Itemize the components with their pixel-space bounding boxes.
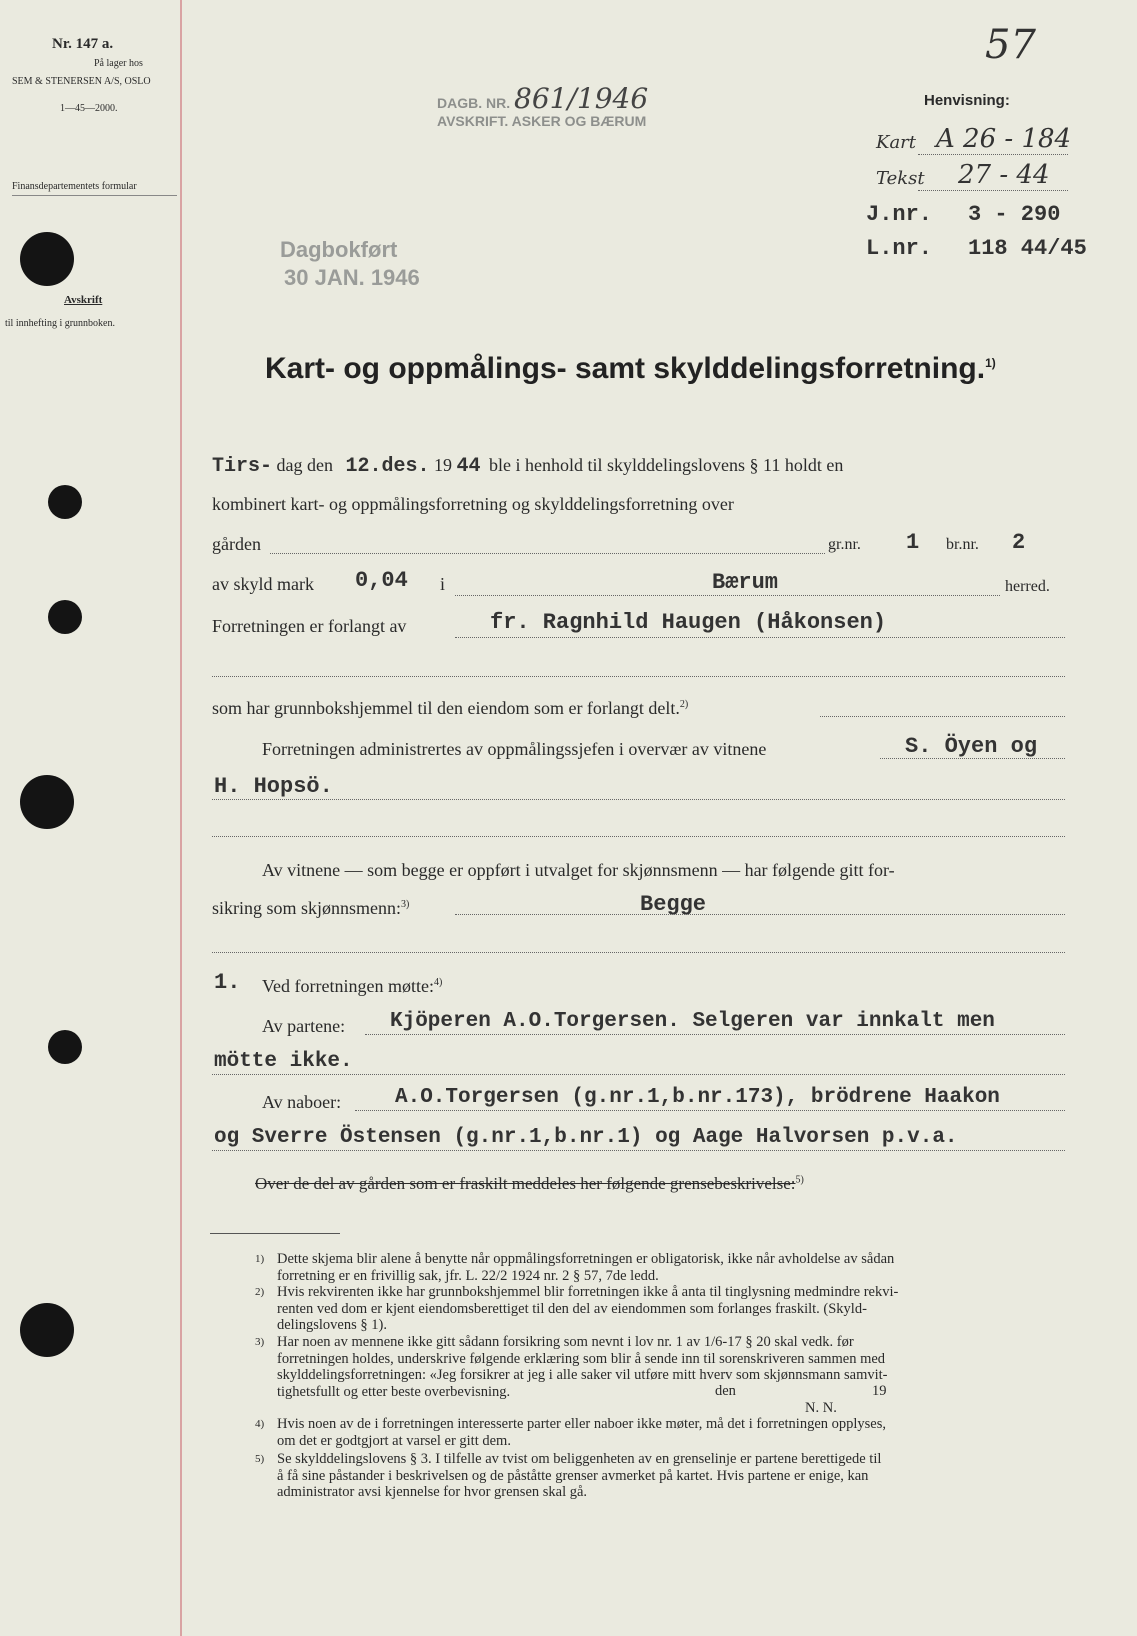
kart-label: Kart	[876, 132, 917, 153]
partene-line-2	[212, 1074, 1065, 1075]
footnote-text: Hvis rekvirenten ikke har grunnbokshjemmel blir forretningen ikke å anta til tinglysning medmindre rekvi- renten ved dom er kjent eiendomsberettiget til den del av eiendommen som forlanges fraskilt. (Skyld- delingslovens § 1).	[277, 1284, 899, 1333]
herred-label: herred.	[1005, 578, 1050, 595]
dagbok-label: DAGB. NR.	[437, 95, 511, 111]
jnr-label: J.nr.	[866, 202, 933, 227]
dag-den-label: dag den	[276, 455, 333, 475]
form-line-2: kombinert kart- og oppmålingsforretning og skylddelingsforretning over	[212, 494, 734, 514]
title-text: Kart- og oppmålings- samt skylddelingsforretning.	[265, 352, 986, 385]
punch-hole	[48, 600, 82, 634]
partene-value-1: Kjöperen A.O.Torgersen. Selgeren var innkalt men	[390, 1010, 995, 1033]
page-title	[265, 352, 996, 386]
publisher: SEM & STENERSEN A/S, OSLO	[12, 76, 151, 87]
punch-hole	[48, 485, 82, 519]
sold-by: På lager hos	[94, 58, 143, 69]
struck-line	[255, 1174, 804, 1194]
vitne-text-2	[212, 898, 409, 919]
page-number: 57	[985, 22, 1036, 68]
grnr-value: 1	[906, 530, 920, 555]
lnr-label: L.nr.	[866, 236, 933, 261]
form-line-1	[212, 455, 1067, 478]
brnr-label: br.nr.	[946, 536, 979, 553]
dagbokfort-stamp: Dagbokført	[280, 237, 398, 262]
footnote-text: Hvis noen av de i forretningen interesserte parter eller naboer ikke møter, må det i forretningen opplyses, om det er godtgjort at varsel er gitt dem.	[277, 1416, 887, 1449]
garden-line	[270, 553, 825, 554]
naboer-label: Av naboer:	[262, 1092, 342, 1112]
struck-footnote-ref: 5)	[795, 1174, 804, 1186]
date-stamp: 30 JAN. 1946	[284, 265, 420, 290]
dagbok-number: 861/1946	[514, 82, 649, 115]
punch-hole	[48, 1030, 82, 1064]
year-value: 44	[456, 455, 481, 478]
vitne-value: Begge	[640, 892, 707, 917]
vitner-value-2: H. Hopsö.	[214, 774, 333, 799]
blank-line	[212, 676, 1065, 677]
grnr-label: gr.nr.	[828, 536, 861, 553]
partene-value-2: mötte ikke.	[214, 1050, 353, 1073]
footnote-mark: 4)	[255, 1418, 265, 1430]
innhefting-label: til innhefting i grunnboken.	[5, 318, 115, 329]
partene-label: Av partene:	[262, 1016, 346, 1036]
blank-line	[212, 836, 1065, 837]
lnr-value: 118 44/45	[968, 236, 1087, 261]
tekst-line	[918, 190, 1068, 191]
jnr-value: 3 - 290	[968, 202, 1061, 227]
dagbok-stamp	[437, 82, 648, 115]
print-code: 1—45—2000.	[60, 103, 118, 114]
blank-line	[212, 952, 1065, 953]
year-prefix: 19	[434, 455, 453, 475]
day-value: Tirs-	[212, 455, 273, 478]
footnote-3-year: 19	[872, 1383, 887, 1399]
vitner-line-1	[880, 758, 1065, 759]
date-value: 12.des.	[345, 455, 430, 478]
footnote-separator	[210, 1233, 340, 1234]
margin-rule	[180, 0, 182, 1636]
skyld-value: 0,04	[355, 568, 408, 593]
hjemmel-sentence: som har grunnbokshjemmel til den eiendom som er forlangt delt.	[212, 698, 680, 718]
brnr-value: 2	[1012, 530, 1026, 555]
tekst-value: 27 - 44	[958, 160, 1050, 190]
tekst-label: Tekst	[876, 168, 925, 189]
footnote-text: Har noen av mennene ikke gitt sådann forsikring som nevnt i lov nr. 1 av 1/6-17 § 20 skal vedk. før forretningen holdes, underskrive følgende erklæring som blir å sende inn til sorenskriveren sammen med skylddelingsforretningen: «Jeg forsikrer at jeg i alle saker vil utføre mitt hverv som skjønnsmann samvit- tighetsfullt og etter beste overbevisning.	[277, 1334, 888, 1400]
footnote-text: Dette skjema blir alene å benytte når oppmålingsforretningen er obligatorisk, ikke når avholdelse av sådan forretning er en frivillig sak, jfr. L. 22/2 1924 nr. 2 § 57, 7de ledd.	[277, 1251, 895, 1284]
footnote-3-signature: N. N.	[805, 1400, 837, 1416]
footnote-mark: 1)	[255, 1253, 265, 1265]
title-footnote-ref: 1)	[985, 356, 996, 370]
kart-line	[918, 154, 1068, 155]
hjemmel-text	[212, 698, 688, 719]
skyld-label: av skyld mark	[212, 574, 314, 594]
forlangt-line	[455, 637, 1065, 638]
kart-value: A 26 - 184	[936, 124, 1072, 154]
vitne-line	[455, 914, 1065, 915]
punch-hole	[20, 775, 74, 829]
margin-divider	[12, 195, 177, 196]
avskrift-stamp: AVSKRIFT. ASKER OG BÆRUM	[437, 113, 647, 129]
footnote-mark: 3)	[255, 1336, 265, 1348]
struck-text: Over de del av gården som er fraskilt meddeles her følgende grensebeskrivelse:	[255, 1174, 796, 1193]
naboer-value-1: A.O.Torgersen (g.nr.1,b.nr.173), brödrene Haakon	[395, 1086, 1000, 1109]
line1-rest: ble i henhold til skylddelingslovens § 11 holdt en	[489, 455, 844, 475]
partene-line-1	[365, 1034, 1065, 1035]
garden-label: gården	[212, 534, 261, 554]
footnote-text: Se skylddelingslovens § 3. I tilfelle av tvist om beliggenheten av en grenselinje er partene berettigede til å få sine påstander i beskrivelsen og de påståtte grenser avmerket på kartet. Hvis partene er enige, kan administrator avsi kjennelse for hvor grensen skal gå.	[277, 1451, 882, 1500]
vitne-footnote-ref: 3)	[401, 899, 410, 910]
herred-line	[455, 595, 1000, 596]
footnote-mark: 5)	[255, 1453, 265, 1465]
admin-text: Forretningen administrertes av oppmålingssjefen i overvær av vitnene	[262, 739, 767, 759]
vitner-line-2	[212, 799, 1065, 800]
form-number: Nr. 147 a.	[52, 36, 114, 52]
mote-label	[262, 976, 442, 997]
hjemmel-line	[820, 716, 1065, 717]
mote-footnote-ref: 4)	[433, 977, 443, 988]
footnote-mark: 2)	[255, 1286, 265, 1298]
mote-text: Ved forretningen møtte:	[262, 976, 434, 996]
henvisning-label: Henvisning:	[924, 92, 1010, 109]
punch-hole	[20, 1303, 74, 1357]
i-label: i	[440, 574, 446, 594]
naboer-value-2: og Sverre Östensen (g.nr.1,b.nr.1) og Aage Halvorsen p.v.a.	[214, 1126, 958, 1149]
vitne-sentence: sikring som skjønnsmenn:	[212, 898, 402, 918]
mote-number: 1.	[214, 970, 241, 995]
forlangt-label: Forretningen er forlangt av	[212, 616, 407, 636]
vitner-value-1: S. Öyen og	[905, 734, 1038, 759]
hjemmel-footnote-ref: 2)	[679, 699, 689, 710]
vitne-text-1: Av vitnene — som begge er oppført i utvalget for skjønnsmenn — har følgende gitt for-	[262, 860, 895, 880]
punch-hole	[20, 232, 74, 286]
forlangt-value: fr. Ragnhild Haugen (Håkonsen)	[490, 610, 887, 635]
naboer-line-2	[212, 1150, 1065, 1151]
footnote-3-den: den	[715, 1383, 736, 1399]
naboer-line-1	[355, 1110, 1065, 1111]
herred-value: Bærum	[712, 570, 779, 595]
avskrift-label: Avskrift	[64, 294, 103, 306]
formular-label: Finansdepartementets formular	[12, 181, 137, 192]
